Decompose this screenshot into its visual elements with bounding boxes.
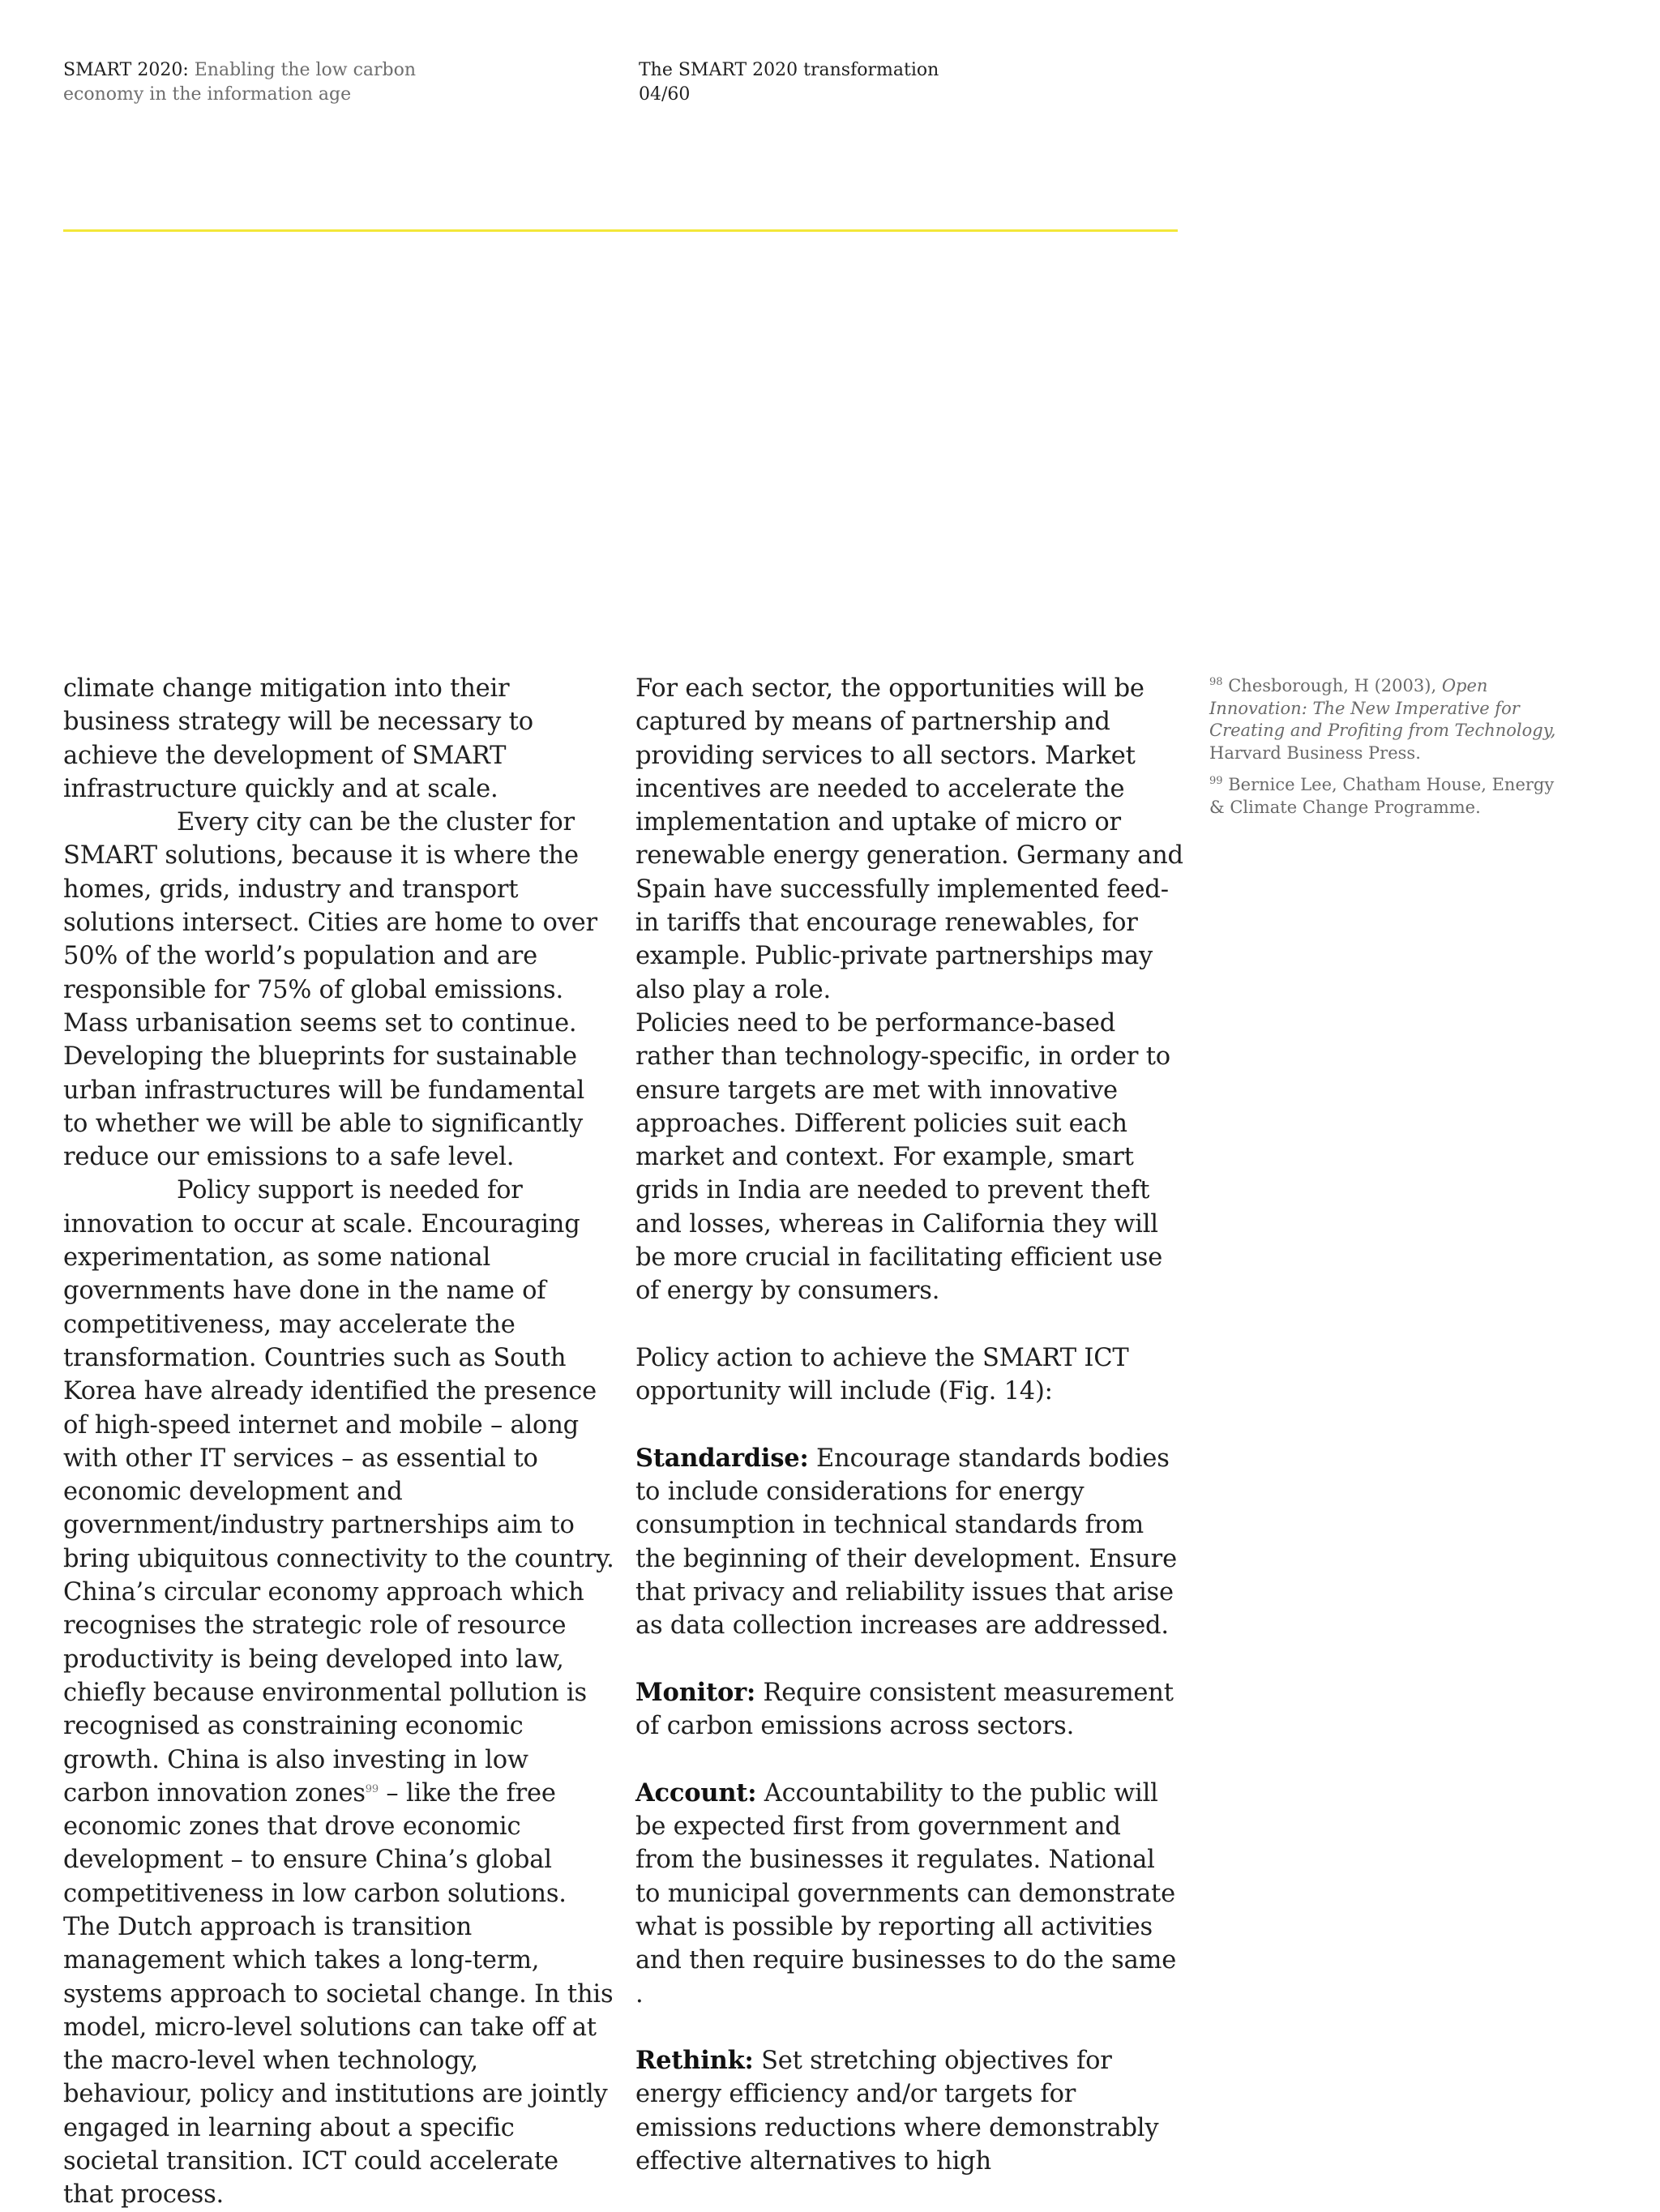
- policy-item-account: [635, 1777, 1187, 2011]
- footnote-99: [1209, 774, 1566, 819]
- footnote-book-title: Open Innovation: The New Imperative for Creating and Profiting from Technology,: [1209, 676, 1556, 740]
- paragraph: Every city can be the cluster for SMART solutions, because it is where the homes, grids, industry and transport solutions intersect. Cities are home to over 50% of the world’s population and are responsible for 75% of global emissions. Mass urbanisation seems set to continue. Developing the blueprints for sustainable urban infrastructures will be fundamental to whether we will be able to significantly reduce our emissions to a safe level.: [63, 808, 597, 1172]
- policy-text: Require consistent measurement of carbon emissions across sectors.: [635, 1678, 1174, 1741]
- policy-text: Set stretching objectives for energy efficiency and/or targets for emissions reductions where demonstrably effective alternatives to high: [635, 2047, 1159, 2176]
- policy-item-monitor: [635, 1676, 1187, 1744]
- policy-label: Account:: [635, 1778, 757, 1808]
- running-header: [63, 58, 485, 107]
- text-column-left: [63, 672, 614, 2212]
- report-subtitle-line-2: economy in the information age: [63, 84, 352, 105]
- footnote-98: [1209, 675, 1566, 764]
- paragraph: For each sector, the opportunities will be captured by means of partnership and providing services to all sectors. Market incentives are needed to accelerate the implementation and uptake of micro or renewable energy generation. Germany and Spain have successfully implemented feed-in tariffs that encourage renewables, for example. Public-private partnerships may also play a role.: [635, 674, 1183, 1004]
- section-header: [639, 58, 1060, 107]
- policy-text: Accountability to the public will be expected first from government and from the businesses it regulates. National to municipal governments can demonstrate what is possible by reporting all activities and then require businesses to do the same .: [635, 1778, 1177, 2009]
- paragraph: [63, 1174, 614, 1910]
- policy-label: Monitor:: [635, 1677, 756, 1707]
- paragraph: climate change mitigation into their business strategy will be necessary to achieve the development of SMART infrastructure quickly and at scale.: [63, 674, 533, 803]
- paragraph-text: – like the free economic zones that drove economic development – to ensure China’s global competitiveness in low carbon solutions.: [63, 1778, 567, 1908]
- text-column-right: [635, 672, 1187, 2178]
- paragraph: Policy action to achieve the SMART ICT opportunity will include (Fig. 14):: [635, 1343, 1129, 1406]
- footnote-text: Bernice Lee, Chatham House, Energy & Climate Change Programme.: [1209, 775, 1555, 817]
- footnote-text: Chesborough, H (2003),: [1222, 676, 1442, 695]
- paragraph-text: Policy support is needed for innovation to occur at scale. Encouraging experimentation, as some national governments have done in the name of competitiveness, may accelerate the transformation. Countries such as South Korea have already identified the presence of high-speed internet and mobile – along with other IT services – as essential to economic development and government/industry partnerships aim to bring ubiquitous connectivity to the country. China’s circular economy approach which recognises the strategic role of resource productivity is being developed into law, chiefly because environmental pollution is recognised as constraining economic growth. China is also investing in low carbon innovation zones: [63, 1176, 614, 1808]
- policy-item-rethink: [635, 2044, 1187, 2178]
- header-divider: [63, 229, 1178, 232]
- report-subtitle-line-1: Enabling the low carbon: [194, 60, 417, 80]
- policy-item-standardise: [635, 1442, 1187, 1643]
- policy-label: Standardise:: [635, 1443, 809, 1473]
- footnote-text: Harvard Business Press.: [1209, 742, 1421, 763]
- footnote-number: 98: [1209, 676, 1223, 688]
- paragraph: Policies need to be performance-based rather than technology-specific, in order to ensure targets are met with innovative approaches. Different policies suit each market and context. For example, smart grids in India are needed to prevent theft and losses, whereas in California they will be more crucial in facilitating efficient use of energy by consumers.: [635, 1008, 1170, 1306]
- footnote-reference: 99: [365, 1782, 379, 1795]
- paragraph: The Dutch approach is transition management which takes a long-term, systems approach to societal change. In this model, micro-level solutions can take off at the macro-level when technology, behaviour, policy and institutions are jointly engaged in learning about a specific societal transition. ICT could accelerate that process.: [63, 1912, 614, 2210]
- footnotes: [1209, 675, 1566, 828]
- report-title: SMART 2020:: [63, 60, 189, 80]
- section-title: The SMART 2020 transformation: [639, 60, 939, 80]
- page-number: 04/60: [639, 84, 691, 105]
- footnote-number: 99: [1209, 775, 1223, 787]
- policy-text: Encourage standards bodies to include considerations for energy consumption in technical standards from the beginning of their development. Ensure that privacy and reliability issues that arise as data collection increases are addressed.: [635, 1444, 1177, 1641]
- policy-label: Rethink:: [635, 2046, 754, 2076]
